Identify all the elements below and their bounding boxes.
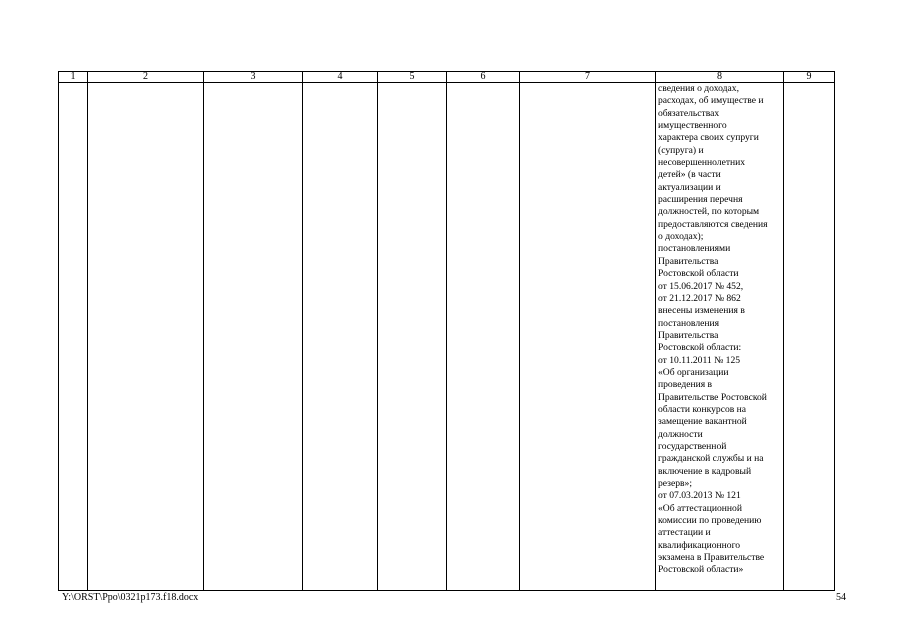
column-header-1: 1	[59, 72, 88, 83]
text-line: должности	[658, 428, 703, 440]
cell-col-7	[520, 83, 656, 591]
cell-col-4	[303, 83, 378, 591]
footer-page-number: 54	[836, 592, 846, 603]
text-line: должностей, по которым	[658, 206, 760, 218]
text-line: гражданской службы и на	[658, 453, 764, 465]
text-line: имущественного	[658, 120, 727, 132]
text-line: сведения о доходах,	[658, 83, 740, 94]
column-8-text	[656, 83, 783, 577]
cell-col-5	[378, 83, 447, 591]
text-line: от 21.12.2017 № 862	[658, 292, 741, 304]
text-line: расходах, об имуществе и	[658, 95, 764, 107]
footer-file-path: Y:\ORST\Ppo\0321p173.f18.docx	[62, 592, 199, 603]
text-line: характера своих супруги	[658, 132, 759, 144]
cell-col-8	[656, 83, 784, 591]
text-line: обязательствах	[658, 107, 720, 119]
text-line: внесены изменения в	[658, 305, 745, 317]
text-line: от 10.11.2011 № 125	[658, 354, 741, 366]
column-header-8: 8	[656, 72, 784, 83]
text-line: аттестации и	[658, 527, 711, 539]
column-header-9: 9	[784, 72, 835, 83]
text-line: о доходах);	[658, 231, 704, 243]
text-line: Ростовской области:	[658, 342, 742, 354]
text-line: несовершеннолетних	[658, 157, 746, 169]
text-line: области конкурсов на	[658, 403, 747, 415]
text-line: Правительства	[658, 255, 719, 267]
header-row	[59, 72, 835, 83]
cell-col-1	[59, 83, 88, 591]
text-line: постановлениями	[658, 243, 731, 255]
column-header-2: 2	[88, 72, 204, 83]
text-line: резерв»;	[658, 478, 693, 489]
text-line: Правительства	[658, 329, 719, 341]
text-line: квалификационного	[658, 539, 741, 551]
text-line: (супруга) и	[658, 144, 704, 156]
text-line: «Об организации	[658, 366, 729, 378]
text-line: комиссии по проведению	[658, 515, 762, 527]
text-line: от 15.06.2017 № 452,	[658, 280, 744, 292]
text-line: актуализации и	[658, 181, 721, 193]
column-header-7: 7	[520, 72, 656, 83]
text-line: замещение вакантной	[658, 416, 747, 428]
text-line: государственной	[658, 440, 727, 452]
text-line: Правительстве Ростовской	[658, 391, 767, 403]
text-line: проведения в	[658, 379, 713, 391]
table-row	[59, 83, 835, 591]
main-table	[58, 71, 835, 591]
cell-col-2	[88, 83, 204, 591]
cell-col-9	[784, 83, 835, 591]
cell-col-3	[204, 83, 303, 591]
column-header-3: 3	[204, 72, 303, 83]
text-line: предоставляются сведения	[658, 218, 768, 230]
text-line: от 07.03.2013 № 121	[658, 490, 741, 502]
text-line: постановления	[658, 317, 720, 329]
text-line: Ростовской области»	[658, 564, 744, 576]
text-line: детей» (в части	[658, 169, 721, 181]
column-header-4: 4	[303, 72, 378, 83]
text-line: экзамена в Правительстве	[658, 552, 765, 564]
text-line: расширения перечня	[658, 194, 743, 206]
text-line: Ростовской области	[658, 268, 739, 280]
cell-col-6	[447, 83, 520, 591]
text-line: «Об аттестационной	[658, 502, 742, 514]
text-line: включение в кадровый	[658, 465, 752, 477]
column-header-6: 6	[447, 72, 520, 83]
column-header-5: 5	[378, 72, 447, 83]
